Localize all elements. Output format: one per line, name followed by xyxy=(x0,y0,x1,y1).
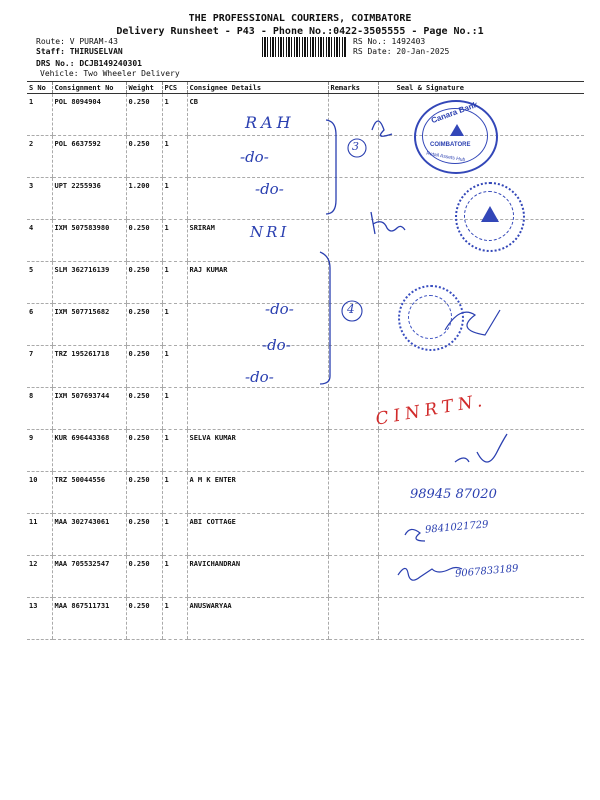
round-seal-stamp xyxy=(455,182,525,252)
cell-sno: 13 xyxy=(27,598,52,640)
rs-number: RS No.: 1492403 xyxy=(353,37,426,46)
barcode xyxy=(262,37,346,57)
cell-consignee: RAJ KUMAR xyxy=(187,262,328,304)
drs-number: DRS No.: DCJB149240301 xyxy=(36,59,142,68)
cell-weight: 0.250 xyxy=(126,388,162,430)
cell-consignee: ABI COTTAGE xyxy=(187,514,328,556)
runsheet-table xyxy=(27,81,584,640)
cell-pcs: 1 xyxy=(162,346,187,388)
cell-sno: 5 xyxy=(27,262,52,304)
col-pcs: PCS xyxy=(162,82,187,94)
table-row xyxy=(27,136,584,178)
handwriting-ditto: -do- xyxy=(245,368,274,386)
cell-remarks xyxy=(328,430,378,472)
cell-sno: 6 xyxy=(27,304,52,346)
cell-pcs: 1 xyxy=(162,556,187,598)
handwriting-count: 3 xyxy=(352,140,359,153)
cell-weight: 0.250 xyxy=(126,262,162,304)
cell-consignment: POL 8094904 xyxy=(52,94,126,136)
cell-pcs: 1 xyxy=(162,136,187,178)
cell-sno: 7 xyxy=(27,346,52,388)
retail-assets-label: Retail Assets Hub xyxy=(425,150,466,164)
cell-sno: 4 xyxy=(27,220,52,262)
cell-pcs: 1 xyxy=(162,220,187,262)
cell-weight: 0.250 xyxy=(126,472,162,514)
cell-seal xyxy=(378,346,584,388)
triangle-logo-icon xyxy=(450,124,464,136)
cell-consignee: SELVA KUMAR xyxy=(187,430,328,472)
table-row xyxy=(27,388,584,430)
handwriting-phone: 9841021729 xyxy=(424,519,489,536)
cell-sno: 11 xyxy=(27,514,52,556)
cell-pcs: 1 xyxy=(162,178,187,220)
cell-pcs: 1 xyxy=(162,430,187,472)
table-row xyxy=(27,430,584,472)
cell-pcs: 1 xyxy=(162,472,187,514)
cell-remarks xyxy=(328,220,378,262)
company-title: THE PROFESSIONAL COURIERS, COIMBATORE xyxy=(188,13,412,24)
table-row xyxy=(27,94,584,136)
cell-remarks xyxy=(328,388,378,430)
table-row xyxy=(27,262,584,304)
cell-consignment: IXM 507715682 xyxy=(52,304,126,346)
vehicle: Vehicle: Two Wheeler Delivery xyxy=(40,69,180,78)
cell-consignment: IXM 507583980 xyxy=(52,220,126,262)
col-seal: Seal & Signature xyxy=(378,82,584,94)
canara-bank-label: Canara Bank xyxy=(429,99,479,126)
handwriting-ditto: -do- xyxy=(262,336,291,354)
handwriting-return-note: CINRTN. xyxy=(374,390,489,430)
cell-consignment: UPT 2255936 xyxy=(52,178,126,220)
handwriting-ditto: -do- xyxy=(240,148,269,166)
cell-pcs: 1 xyxy=(162,598,187,640)
cell-remarks xyxy=(328,598,378,640)
handwriting-count: 4 xyxy=(347,302,355,316)
table-row xyxy=(27,304,584,346)
cell-consignment: IXM 507693744 xyxy=(52,388,126,430)
cell-sno: 1 xyxy=(27,94,52,136)
cell-weight: 0.250 xyxy=(126,304,162,346)
handwriting-ditto: -do- xyxy=(255,180,284,198)
cell-weight: 0.250 xyxy=(126,556,162,598)
cell-sno: 9 xyxy=(27,430,52,472)
cell-pcs: 1 xyxy=(162,514,187,556)
cell-weight: 0.250 xyxy=(126,220,162,262)
cell-pcs: 1 xyxy=(162,388,187,430)
rs-date: RS Date: 20-Jan-2025 xyxy=(353,47,450,56)
runsheet-subtitle: Delivery Runsheet - P43 - Phone No.:0422-3505555 - Page No.:1 xyxy=(116,26,484,37)
cell-remarks xyxy=(328,556,378,598)
cell-pcs: 1 xyxy=(162,304,187,346)
cell-pcs: 1 xyxy=(162,262,187,304)
cell-consignment: TRZ 195261718 xyxy=(52,346,126,388)
cell-sno: 8 xyxy=(27,388,52,430)
cell-remarks xyxy=(328,514,378,556)
cell-weight: 0.250 xyxy=(126,94,162,136)
table-row xyxy=(27,514,584,556)
table-header-row xyxy=(27,82,584,94)
cell-remarks xyxy=(328,262,378,304)
col-sno: S No xyxy=(27,82,52,94)
canara-bank-stamp xyxy=(414,100,498,174)
cell-weight: 1.200 xyxy=(126,178,162,220)
cell-consignment: MAA 705532547 xyxy=(52,556,126,598)
cell-weight: 0.250 xyxy=(126,430,162,472)
cell-consignment: POL 6637592 xyxy=(52,136,126,178)
handwriting-phone: 98945 87020 xyxy=(410,487,497,502)
cell-remarks xyxy=(328,94,378,136)
table-row xyxy=(27,346,584,388)
cell-consignment: TRZ 50044556 xyxy=(52,472,126,514)
table-row xyxy=(27,472,584,514)
cell-consignee: ANUSWARYAA xyxy=(187,598,328,640)
cell-seal xyxy=(378,430,584,472)
cell-remarks xyxy=(328,178,378,220)
col-remarks: Remarks xyxy=(328,82,378,94)
cell-consignee xyxy=(187,388,328,430)
round-seal-stamp xyxy=(398,285,464,351)
cell-consignee: SRIRAM xyxy=(187,220,328,262)
handwriting-ditto: -do- xyxy=(265,300,294,318)
cell-weight: 0.250 xyxy=(126,598,162,640)
cell-consignment: MAA 302743061 xyxy=(52,514,126,556)
cell-sno: 10 xyxy=(27,472,52,514)
coimbatore-label: COIMBATORE xyxy=(430,142,471,148)
col-consignment: Consignment No xyxy=(52,82,126,94)
cell-sno: 2 xyxy=(27,136,52,178)
handwriting-nri: NRI xyxy=(250,223,290,241)
cell-weight: 0.250 xyxy=(126,346,162,388)
col-weight: Weight xyxy=(126,82,162,94)
cell-consignee: RAVICHANDRAN xyxy=(187,556,328,598)
cell-pcs: 1 xyxy=(162,94,187,136)
cell-consignee xyxy=(187,304,328,346)
cell-remarks xyxy=(328,346,378,388)
cell-sno: 12 xyxy=(27,556,52,598)
table-row xyxy=(27,556,584,598)
cell-remarks xyxy=(328,472,378,514)
col-consignee: Consignee Details xyxy=(187,82,328,94)
staff: Staff: THIRUSELVAN xyxy=(36,47,123,56)
cell-consignment: KUR 696443368 xyxy=(52,430,126,472)
cell-consignment: MAA 867511731 xyxy=(52,598,126,640)
cell-consignee: CB xyxy=(187,94,328,136)
route: Route: V PURAM-43 xyxy=(36,37,118,46)
triangle-logo-icon xyxy=(481,206,499,222)
cell-seal xyxy=(378,598,584,640)
handwriting-rah: RAH xyxy=(245,113,295,132)
cell-weight: 0.250 xyxy=(126,514,162,556)
cell-consignment: SLM 362716139 xyxy=(52,262,126,304)
cell-weight: 0.250 xyxy=(126,136,162,178)
table-row xyxy=(27,598,584,640)
cell-consignee: A M K ENTER xyxy=(187,472,328,514)
cell-sno: 3 xyxy=(27,178,52,220)
handwriting-phone: 9067833189 xyxy=(454,563,519,580)
